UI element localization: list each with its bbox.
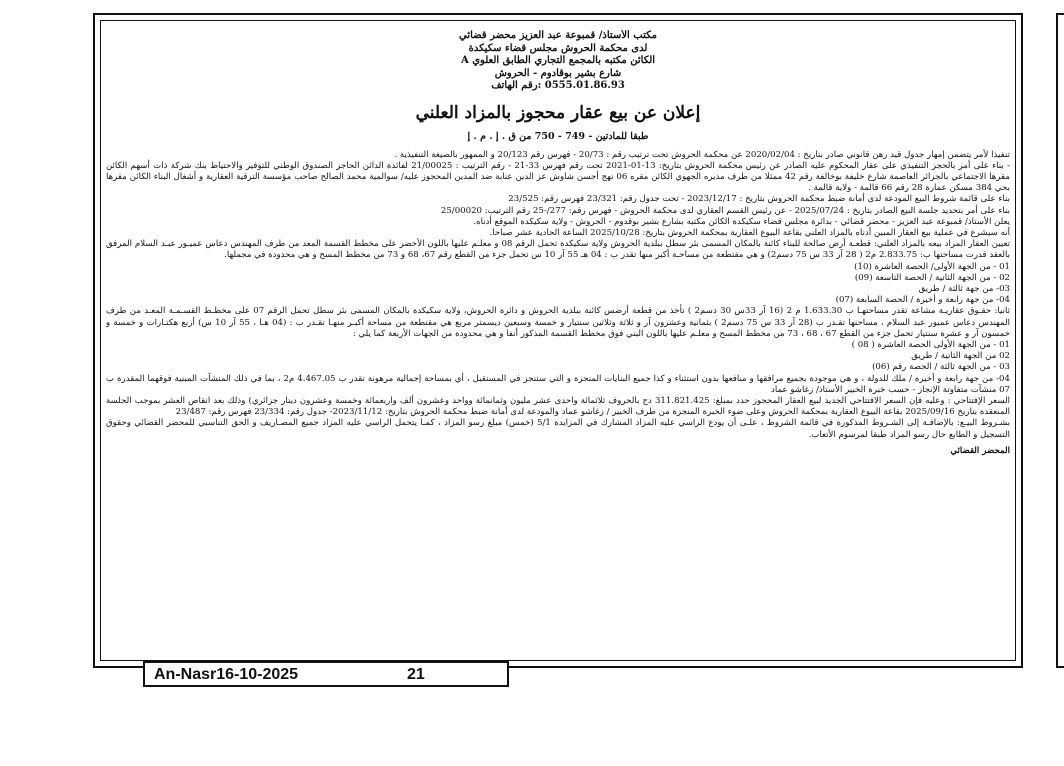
body-paragraph: 03- من جهة ثالثة / طريق: [918, 283, 1010, 294]
body-paragraph: تنفيذا لأمر يتضمن إمهار جدول قيد رهن قانوني صادر بتاريخ : 2020/02/04 عن محكمة الحروش تحت ترتيب رقم : 20/73 - فهرس رقم 20/123 و الممهور بالصيغة التنفيذية .: [394, 149, 1010, 160]
header-line: شارع بشير بوقادوم - الحروش: [494, 67, 622, 79]
notice-legal-reference: طبقا للمادتين - 749 - 750 من ق . إ . م . إ: [467, 130, 649, 142]
body-paragraph: بشـروط البيـع: بالإضافـة إلى الشـروط المذكورة في قائمة الشروط ، علـى أن يودع الراسي عليه المزاد المشارك في المزايدة 5/1 (خمس) مبلغ رسو المزاد ، كمـا يتحمل الراسي عليه المزاد جميع المصـاريف و الحق التناسبي للمحضر القضائي وحقوق التسجيل و الطابع حال رسو المزاد طبقا لمرسوم الأتعاب.: [106, 418, 1010, 440]
header-line: 0555.01.86.93 :رقم الهاتف: [491, 80, 625, 91]
body-paragraph: يعلن الأستاذ/ قمبوعة عبد العزيز - محضر قضائي - بدائرة مجلس قضاء سكيكدة الكائن مكتبه بشارع بشير بوقدوم - الحروش - ولاية سكيكدة الموقع أدناه.: [473, 216, 1010, 227]
body-paragraph: 03 - من الجهة ثالثة / الحصة رقم (06): [872, 362, 1010, 373]
auction-notice: [106, 30, 1010, 655]
bailiff-signature: المحضر القضائي: [950, 445, 1010, 456]
newspaper-footer: [143, 661, 509, 687]
body-paragraph: 02 - من الجهة الثانية / الحصة التاسعة (09): [854, 272, 1010, 283]
body-paragraph: 01 - من الجهة الأولى الحصة العاشرة ( 08 ): [851, 339, 1010, 350]
body-paragraph: 01 - من الجهة الأولى/ الحصة العاشرة (10): [854, 261, 1010, 272]
body-paragraph: بناء على أمر بتحديد جلسة البيع الصادر بتاريخ : 2025/07/24 - عن رئيس القسم العقاري لدى محكمة الحروش - فهرس رقم: 277/-25 رقم الترتيب: 25/00020: [440, 205, 1010, 216]
body-paragraph: ثانيا: حقـوق عقاريـة مشاعة تقدر مساحتهـا ب 1.633.30 م 2 (16 آر 33س 30 دسم2 ) تأخذ من قطعة أرضس كائنة ببلدية الحروش و دائرة الحروش، ولاية سكيكدة بالمكان المسمى بئر سطل تحمل الرقم 07 على مخطـط القسـمـة المعـد من طرف المهندس دعاس عميور عبد السلام ، مساحتها تقـدر ب (28 آر 33 س 75 دسم2 ) بثمانية وعشرون آر و ثلاثة وثلاثين سنتيار و خمسة وسبعين ديسمتر مربع هي مقتطعة من مساحة أكبـر منهـا تقـدر ب : (04 هـا ، 55 آر 10 س) أربع هكتـارات و خمسة و خمسون آر و عشرة سنتيار تحمل جزء من القطع 67 ، 68 ، 73 من مخطط المسح و معلـم عليها باللون البني فوق مخطط القسمة المذكور أنفا و هي محدودة من الجهات الأربعة كما يلي :: [106, 306, 1010, 339]
header-line: الكائن مكتبه بالمجمع التجاري الطابق العلوي A: [460, 55, 656, 66]
notice-title: إعلان عن بيع عقار محجوز بالمزاد العلني: [415, 102, 701, 123]
body-paragraph: تعيين العقار المراد بيعه بالمزاد العلني: قطعـة أرض صالحة للبناء كائنة بالمكان المسمى بئر سطل ببلدية الحروش ولاية سكيكدة تحمل الرقم 08 و معلـم عليها باللون الأخضر على مخطط القسمة المعد من طرف المهندس دعاس عميـور عبـد السلام المرفق بالعقد قدرت مساحتها ب: 2.833.75 م2 ( 28 آر 33 س 75 دسم2) و هي مقتطعة من مساحـة أكبر منها تقدر ب : 04 هـ 55 آر 10 س تحمل جزء من القطع رقم 67، 68 و 73 من مخطط المسح و هي محدودة في مجملها.: [106, 239, 1010, 261]
body-paragraph: أنه سيشرع في عملية بيع العقار المبين أدناه بالمزاد العلني بقاعة البيوع العقارية بمحكمة الحروش بتاريخ: 2025/10/28 الساعة الحادية عشر صباحا.: [489, 227, 1010, 238]
body-paragraph: - بناء على أمر بالحجز التنفيذي على عقار المحكوم عليه الصادر عن رئيس محكمة الحروش بتاريخ: 13-01-2021 تحت رقم فهرس 33-21 - رقم الترتيب : 21/00025 لفائدة الدائن الحاجز الصندوق الوطني للتوفير والاحتياط بنك شركة ذات أسهم الكائن مقرها الاجتماعي بالجزائر العاصمة شارع خليفة بوخالفة رقم 42 ممثلا من طرف مديره الجهوي الكائن مقره 06 نهج أحسن شاوش عز الدين عنابة ضد المدين المحجوز عليه/ سوالمية محمد الصالح صاحب مؤسسة الترقية العقارية و أشغال البناء الكائن مقرها بحي 384 مسكن عمارة 28 رقم 66 قالمة - ولاية قالمة .: [106, 160, 1010, 194]
body-paragraph: بناء على قائمة شروط البيع المودعة لدى أمانة ضبط محكمة الحروش بتاريخ : 2023/12/17 - تحت جدول رقم: 23/321 فهرس رقم: 23/525: [508, 194, 1010, 205]
notice-body: [106, 150, 1010, 441]
header-line: مكتب الأستاذ/ قمبوعة عبد العزيز محضر قضائي: [458, 30, 658, 41]
adjacent-column-border: [1056, 13, 1064, 668]
body-paragraph: 04- من جهة رابعة و أخيرة / الحصة السابعة (07): [835, 295, 1010, 306]
header-line: لدى محكمة الحروش مجلس قضاء سكيكدة: [468, 42, 648, 54]
body-paragraph: 02 من الجهة الثانية / طريق: [911, 351, 1010, 362]
bailiff-office-header: [106, 30, 1010, 93]
body-paragraph: السعر الإفتتاحي : وعليه فإن السعر الافتتاحي الجديد لبيع العقار المحجوز حدد بمبلغ: 311.821.425 دج بالحروف ثلاثمائة واحدى عشر مليون وثمانمائة وواحد وعشرون ألف واربعمائة وخمسة وعشرون دينار جزائري) وذلك بعد انقاص العشر بموجب الجلسة المنعقدة بتاريخ 2025/09/16 بقاعة البيوع العقارية بمحكمة الحروش وعلى ضوء الخبرة المنجزة من طرف الخبير / زغاشو عماد والمودعة لدى أمانة ضبط محكمة الحروش بتاريخ: 2023/11/12- جدول رقم: 23/334 فهرس رقم: 23/487: [106, 395, 1010, 418]
publication-date: An-Nasr16-10-2025: [154, 666, 299, 683]
page-number: 21: [407, 666, 425, 683]
body-paragraph: 04- من جهة رابعة و أخيرة / ملك للدولة ، و هي موجودة بجميع مرافقها و منافعها بدون استثناء و كذا جميع البنايات المنجزة و التي ستنجز في المستقبل ، أي بمساحة إجمالية مرهونة تقدر ب 4.467.05 م2 ، بما في ذلك المنشآت المبنية فوقهما المقدرة ب 07 منشآت متفاوتة الإنجاز - حسب خبرة الخبير الأستاذ/ زغاشو عماد: [106, 373, 1010, 395]
